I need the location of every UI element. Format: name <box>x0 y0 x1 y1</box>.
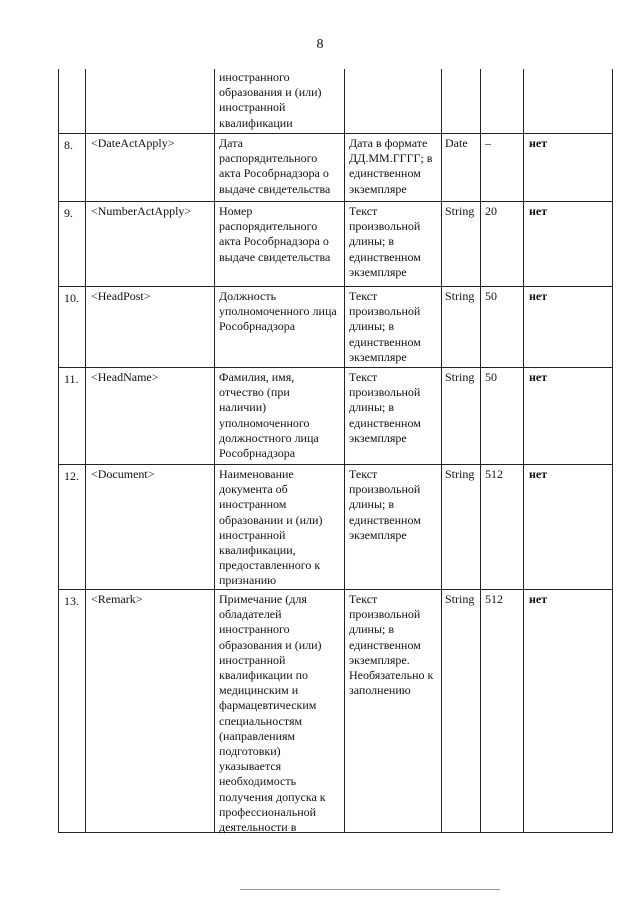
required-cell: нет <box>529 136 548 150</box>
description-cell: Номер распорядительного акта Рособрнадзора о выдаче свидетельства <box>219 204 331 264</box>
page-number: 8 <box>316 37 324 52</box>
element-name: <NumberActApply> <box>91 204 192 218</box>
length-cell: – <box>485 136 491 150</box>
description-cell: иностранного образования и (или) иностранной квалификации <box>219 70 322 130</box>
description-cell: Фамилия, имя, отчество (при наличии) уполномоченного должностного лица Рособрнадзора <box>219 370 319 461</box>
fields-table <box>58 69 613 833</box>
length-cell: 20 <box>485 204 497 218</box>
required-cell: нет <box>529 592 548 606</box>
column-divider <box>85 69 86 832</box>
type-cell: String <box>445 467 475 481</box>
required-cell: нет <box>529 370 548 384</box>
row-number: 8. <box>64 138 73 152</box>
element-name: <HeadName> <box>91 370 159 384</box>
element-name: <Remark> <box>91 592 143 606</box>
description-cell: Должность уполномоченного лица Рособрнадзора <box>219 289 337 334</box>
row-divider <box>59 133 612 134</box>
column-divider <box>523 69 524 832</box>
description-cell: Дата распорядительного акта Рособрнадзора о выдаче свидетельства <box>219 136 331 196</box>
length-cell: 50 <box>485 370 497 384</box>
row-number: 9. <box>64 206 73 220</box>
scan-edge-line <box>240 889 500 890</box>
type-cell: String <box>445 592 475 606</box>
column-divider <box>344 69 345 832</box>
row-number: 10. <box>64 291 79 305</box>
element-name: <HeadPost> <box>91 289 151 303</box>
type-cell: String <box>445 370 475 384</box>
element-name: <Document> <box>91 467 155 481</box>
element-name: <DateActApply> <box>91 136 175 150</box>
row-divider <box>59 367 612 368</box>
format-cell: Текст произвольной длины; в единственном экземпляре <box>349 370 421 445</box>
row-divider <box>59 589 612 590</box>
format-cell: Текст произвольной длины; в единственном экземпляре <box>349 204 421 279</box>
required-cell: нет <box>529 289 548 303</box>
row-number: 12. <box>64 469 79 483</box>
length-cell: 512 <box>485 467 503 481</box>
row-divider <box>59 464 612 465</box>
type-cell: String <box>445 204 475 218</box>
description-cell: Примечание (для обладателей иностранного образования и (или) иностранной квалификации по медицинским и фармацевтическим специальностям (направлениям подготовки) указывается необходимость получения допуска к профессиональной деятельности в <box>219 592 326 835</box>
length-cell: 512 <box>485 592 503 606</box>
column-divider <box>480 69 481 832</box>
required-cell: нет <box>529 467 548 481</box>
description-cell: Наименование документа об иностранном образовании и (или) иностранной квалификации, предоставленного к признанию <box>219 467 323 588</box>
length-cell: 50 <box>485 289 497 303</box>
format-cell: Текст произвольной длины; в единственном экземпляре. Необязательно к заполнению <box>349 592 434 698</box>
required-cell: нет <box>529 204 548 218</box>
row-number: 13. <box>64 594 79 608</box>
format-cell: Текст произвольной длины; в единственном экземпляре <box>349 289 421 364</box>
row-number: 11. <box>64 372 79 386</box>
type-cell: String <box>445 289 475 303</box>
column-divider <box>214 69 215 832</box>
row-divider <box>59 286 612 287</box>
type-cell: Date <box>445 136 468 150</box>
row-divider <box>59 201 612 202</box>
format-cell: Текст произвольной длины; в единственном экземпляре <box>349 467 421 542</box>
column-divider <box>441 69 442 832</box>
format-cell: Дата в формате ДД.ММ.ГГГГ; в единственном экземпляре <box>349 136 433 196</box>
